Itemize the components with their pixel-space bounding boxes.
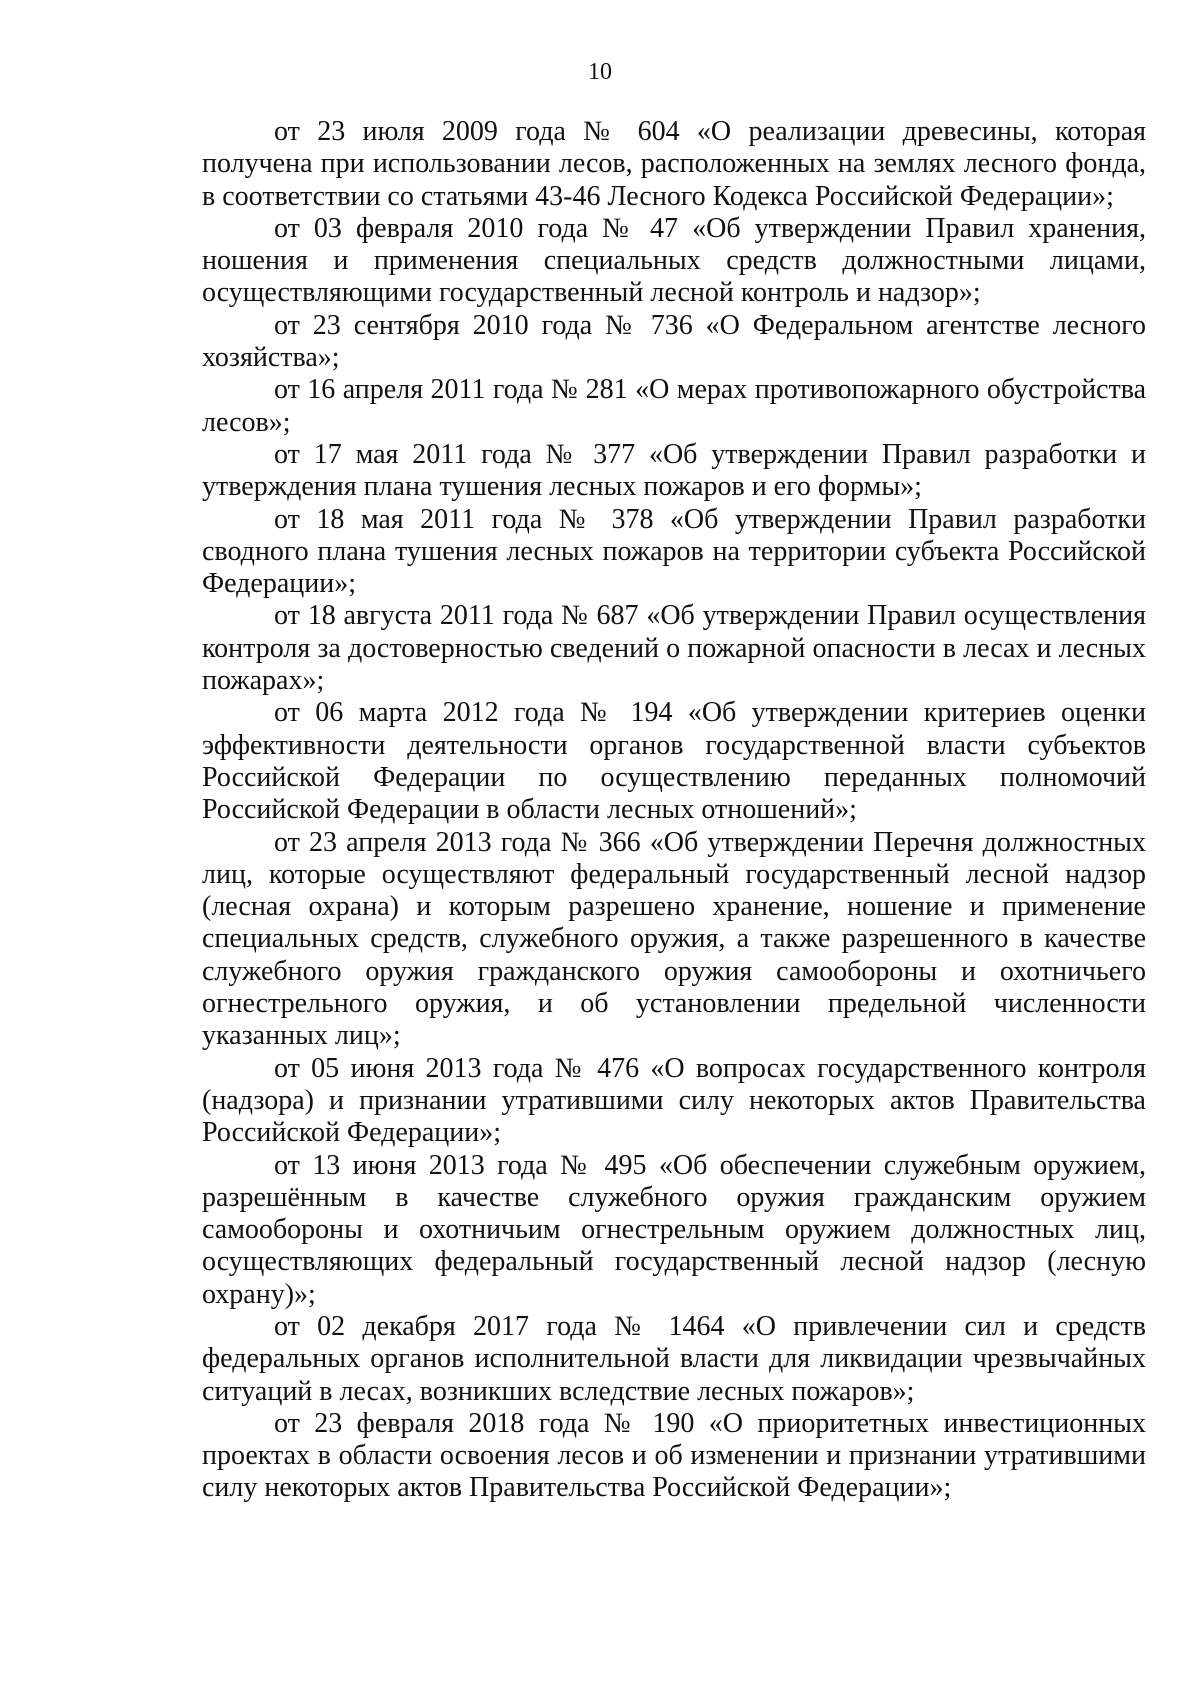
paragraph-9: от 23 апреля 2013 года № 366 «Об утверждении Перечня должностных лиц, которые осуществляют федеральный государственный лесной надзор (лесная охрана) и которым разрешено хранение, ношение и применение специальных средств, служебного оружия, а также разрешенного в качестве служебного оружия гражданского оружия самообороны и охотничьего огнестрельного оружия, и об установлении предельной численности указанных лиц»;: [202, 826, 1146, 1052]
paragraph-6: от 18 мая 2011 года № 378 «Об утверждении Правил разработки сводного плана тушения лесных пожаров на территории субъекта Российской Федерации»;: [202, 503, 1146, 600]
paragraph-4: от 16 апреля 2011 года № 281 «О мерах противопожарного обустройства лесов»;: [202, 374, 1146, 438]
paragraph-1: от 23 июля 2009 года № 604 «О реализации древесины, которая получена при использовании лесов, расположенных на землях лесного фонда, в соответствии со статьями 43-46 Лесного Кодекса Российской Федерации»;: [202, 116, 1146, 212]
paragraph-2: от 03 февраля 2010 года № 47 «Об утверждении Правил хранения, ношения и применения специальных средств должностными лицами, осуществляющими государственный лесной контроль и надзор»;: [202, 212, 1146, 309]
paragraph-5: от 17 мая 2011 года № 377 «Об утверждении Правил разработки и утверждения плана тушения лесных пожаров и его формы»;: [202, 438, 1146, 503]
paragraph-11: от 13 июня 2013 года № 495 «Об обеспечении служебным оружием, разрешённым в качестве служебного оружия гражданским оружием самообороны и охотничьим огнестрельным оружием должностных лиц, осуществляющих федеральный государственный лесной надзор (лесную охрану)»;: [202, 1149, 1146, 1310]
paragraph-12: от 02 декабря 2017 года № 1464 «О привлечении сил и средств федеральных органов исполнительной власти для ликвидации чрезвычайных ситуаций в лесах, возникших вследствие лесных пожаров»;: [202, 1310, 1146, 1407]
page-number: 10: [588, 59, 612, 85]
document-body: [202, 116, 1146, 1505]
paragraph-10: от 05 июня 2013 года № 476 «О вопросах государственного контроля (надзора) и признании утратившими силу некоторых актов Правительства Российской Федерации»;: [202, 1052, 1146, 1149]
paragraph-7: от 18 августа 2011 года № 687 «Об утверждении Правил осуществления контроля за достоверностью сведений о пожарной опасности в лесах и лесных пожарах»;: [202, 600, 1146, 697]
paragraph-8: от 06 марта 2012 года № 194 «Об утверждении критериев оценки эффективности деятельности органов государственной власти субъектов Российской Федерации по осуществлению переданных полномочий Российской Федерации в области лесных отношений»;: [202, 697, 1146, 826]
paragraph-3: от 23 сентября 2010 года № 736 «О Федеральном агентстве лесного хозяйства»;: [202, 309, 1146, 374]
paragraph-13: от 23 февраля 2018 года № 190 «О приоритетных инвестиционных проектах в области освоения лесов и об изменении и признании утратившими силу некоторых актов Правительства Российской Федерации»;: [202, 1407, 1146, 1504]
